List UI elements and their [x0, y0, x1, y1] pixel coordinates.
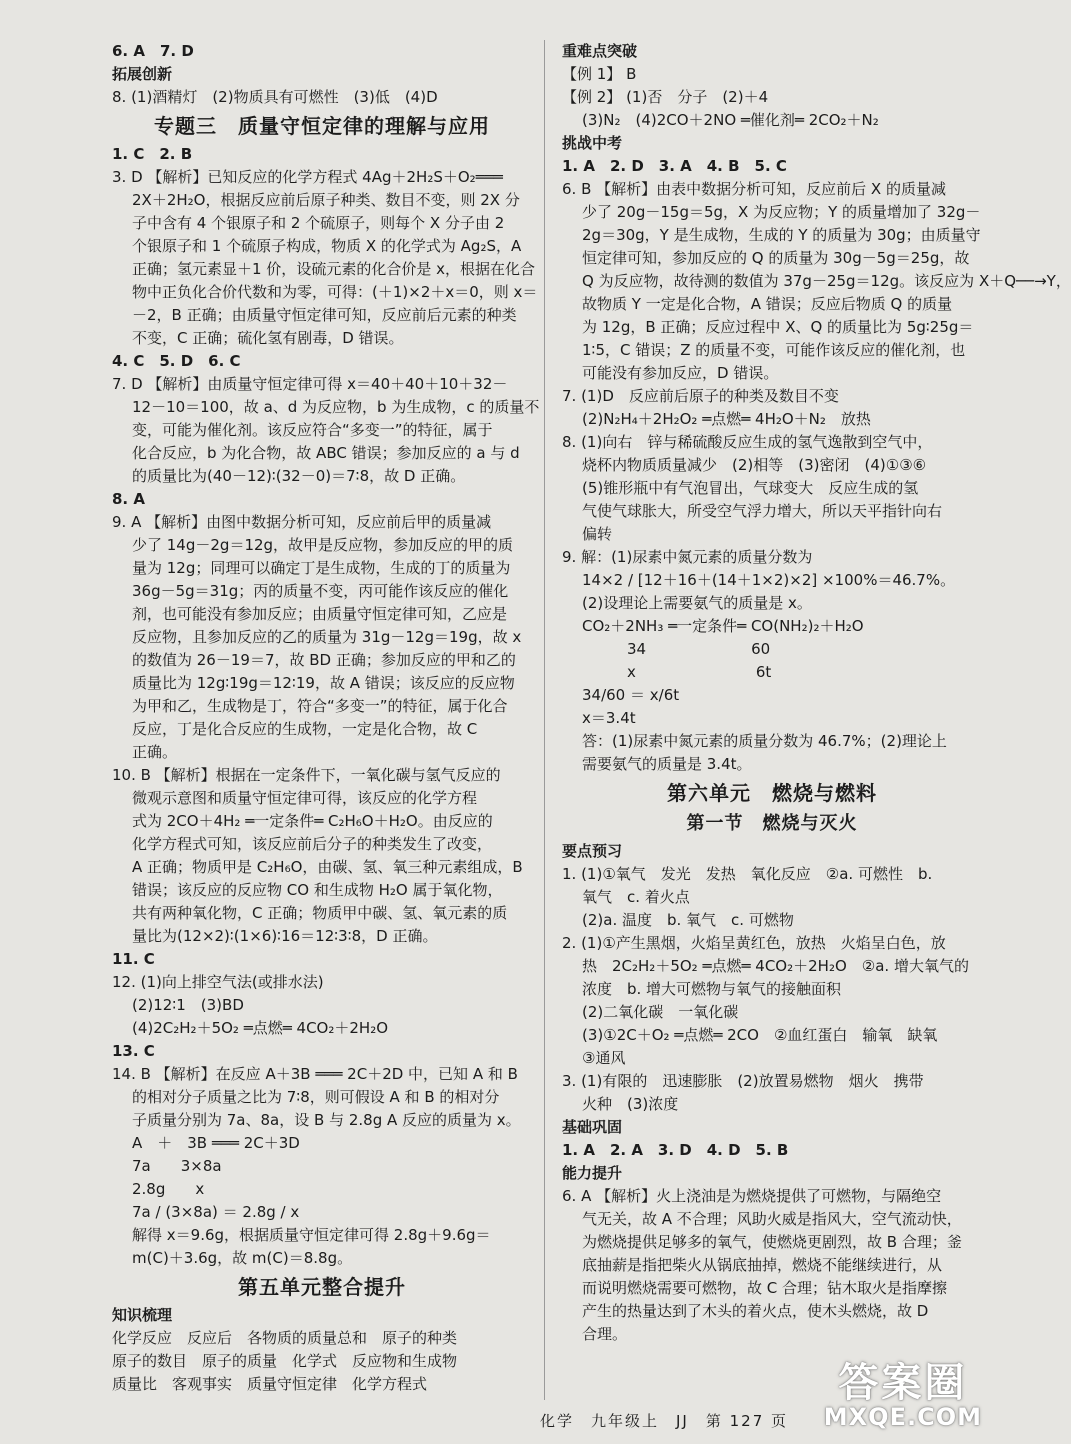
- right-column: [562, 40, 1071, 1346]
- text-line: 化学反应 反应后 各物质的质量总和 原子的种类: [112, 1329, 458, 1347]
- text-line: (3)①2C＋O₂ ═点燃═ 2CO ②血红蛋白 输氧 缺氧: [582, 1026, 938, 1044]
- text-line: 能力提升: [562, 1164, 623, 1182]
- text-line: A 正确；物质甲是 C₂H₆O，由碳、氢、氧三种元素组成，B: [132, 858, 523, 876]
- text-line: 可能没有参加反应，D 错误。: [582, 364, 779, 382]
- text-line: 重难点突破: [562, 42, 638, 60]
- text-line: (2)12∶1 (3)BD: [132, 996, 244, 1014]
- text-line: 原子的数目 原子的质量 化学式 反应物和生成物: [112, 1352, 458, 1370]
- text-line: 1. A 2. D 3. A 4. B 5. C: [562, 157, 787, 175]
- text-line: 34/60 ＝ x/6t: [582, 686, 680, 704]
- text-line: 反应，丁是化合反应的生成物，一定是化合物，故 C: [132, 720, 478, 738]
- text-line: CO₂＋2NH₃ ═一定条件═ CO(NH₂)₂＋H₂O: [582, 617, 864, 635]
- text-line: 11. C: [112, 950, 155, 968]
- text-line: ③通风: [582, 1049, 626, 1067]
- text-line: 【例 2】 (1)否 分子 (2)＋4: [562, 88, 769, 106]
- text-line: 共有两种氧化物，C 正确；物质甲中碳、氢、氧元素的质: [132, 904, 508, 922]
- column-divider: [544, 40, 545, 1400]
- text-line: 质量比 客观事实 质量守恒定律 化学方程式: [112, 1375, 428, 1393]
- text-line: 烧杯内物质质量减少 (2)相等 (3)密闭 (4)①③⑥: [582, 456, 927, 474]
- text-line: 9. A 【解析】由图中数据分析可知，反应前后甲的质量减: [112, 513, 492, 531]
- text-line: 拓展创新: [112, 65, 173, 83]
- text-line: 答：(1)尿素中氮元素的质量分数为 46.7%；(2)理论上: [582, 732, 947, 750]
- text-line: (2)设理论上需要氨气的质量是 x。: [582, 594, 812, 612]
- text-line: (2)N₂H₄＋2H₂O₂ ═点燃═ 4H₂O＋N₂ 放热: [582, 410, 871, 428]
- section-heading: 第五单元整合提升: [238, 1275, 406, 1299]
- text-line: 6. A 7. D: [112, 42, 194, 60]
- watermark-title: 答案圈: [838, 1360, 968, 1406]
- text-line: 化合反应，b 为化合物，故 ABC 错误；参加反应的 a 与 d: [132, 444, 520, 462]
- text-line: 浓度 b. 增大可燃物与氧气的接触面积: [582, 980, 842, 998]
- text-line: 火种 (3)浓度: [582, 1095, 679, 1113]
- text-line: 式为 2CO＋4H₂ ═一定条件═ C₂H₆O＋H₂O。由反应的: [132, 812, 493, 830]
- text-line: 物中正负化合价代数和为零，可得：(＋1)×2＋x＝0，则 x＝: [132, 283, 538, 301]
- text-line: 为 12g，B 正确；反应过程中 X、Q 的质量比为 5g∶25g＝: [582, 318, 974, 336]
- text-line: 微观示意图和质量守恒定律可得，该反应的化学方程: [132, 789, 478, 807]
- text-line: 子质量分别为 7a、8a，设 B 与 2.8g A 反应的质量为 x。: [132, 1111, 521, 1129]
- text-line: 10. B 【解析】根据在一定条件下，一氧化碳与氢气反应的: [112, 766, 501, 784]
- text-line: 12. (1)向上排空气法(或排水法): [112, 973, 324, 991]
- watermark-logo: [823, 1360, 982, 1434]
- text-line: 正确；氢元素显＋1 价，设硫元素的化合价是 x，根据在化合: [132, 260, 535, 278]
- text-line: x 6t: [582, 663, 772, 681]
- text-line: 2. (1)①产生黑烟，火焰呈黄红色，放热 火焰呈白色，放: [562, 934, 946, 952]
- text-line: 要点预习: [562, 842, 623, 860]
- text-line: (2)二氧化碳 一氧化碳: [582, 1003, 739, 1021]
- text-line: 剂，也可能没有参加反应；由质量守恒定律可知，乙应是: [132, 605, 508, 623]
- text-line: (2)a. 温度 b. 氧气 c. 可燃物: [582, 911, 794, 929]
- watermark-url: MXQE.COM: [823, 1403, 982, 1431]
- text-line: 1. (1)①氧气 发光 发热 氧化反应 ②a. 可燃性 b.: [562, 865, 933, 883]
- text-line: 8. (1)酒精灯 (2)物质具有可燃性 (3)低 (4)D: [112, 88, 438, 106]
- text-line: 少了 14g－2g＝12g，故甲是反应物，参加反应的甲的质: [132, 536, 514, 554]
- text-line: 不变，C 正确；硫化氢有剧毒，D 错误。: [132, 329, 404, 347]
- page-footer: 化学 九年级上 JJ 第 127 页: [540, 1412, 789, 1430]
- text-line: －2，B 正确；由质量守恒定律可知，反应前后元素的种类: [132, 306, 517, 324]
- text-line: m(C)＋3.6g，故 m(C)＝8.8g。: [132, 1249, 353, 1267]
- text-line: 的质量比为(40－12)∶(32－0)＝7∶8，故 D 正确。: [132, 467, 466, 485]
- text-line: 基础巩固: [562, 1118, 623, 1136]
- text-line: 底抽薪是指把柴火从锅底抽掉，燃烧不能继续进行，从: [582, 1256, 943, 1274]
- text-line: 2X＋2H₂O，根据反应前后原子种类、数目不变，则 2X 分: [132, 191, 520, 209]
- text-line: 14×2 / [12＋16＋(14＋1×2)×2] ×100%＝46.7%。: [582, 571, 956, 589]
- text-line: (5)锥形瓶中有气泡冒出，气球变大 反应生成的氢: [582, 479, 919, 497]
- text-line: 9. 解：(1)尿素中氮元素的质量分数为: [562, 548, 813, 566]
- text-line: 故物质 Y 一定是化合物，A 错误；反应后物质 Q 的质量: [582, 295, 953, 313]
- text-line: 为燃烧提供足够多的氧气，使燃烧更剧烈，故 B 合理；釜: [582, 1233, 962, 1251]
- text-line: 偏转: [582, 525, 613, 543]
- text-line: 3. (1)有限的 迅速膨胀 (2)放置易燃物 烟火 携带: [562, 1072, 924, 1090]
- text-line: 合理。: [582, 1325, 628, 1343]
- text-line: 2.8g x: [132, 1180, 205, 1198]
- text-line: 热 2C₂H₂＋5O₂ ═点燃═ 4CO₂＋2H₂O ②a. 增大氧气的: [582, 957, 969, 975]
- text-line: 【例 1】 B: [562, 65, 637, 83]
- left-column: [112, 40, 540, 1396]
- text-line: 解得 x＝9.6g，根据质量守恒定律可得 2.8g＋9.6g＝: [132, 1226, 491, 1244]
- section-heading: 专题三 质量守恒定律的理解与应用: [154, 114, 490, 138]
- text-line: 1∶5，C 错误；Z 的质量不变，可能作该反应的催化剂，也: [582, 341, 966, 359]
- text-line: 14. B 【解析】在反应 A＋3B ═══ 2C＋2D 中，已知 A 和 B: [112, 1065, 518, 1083]
- text-line: 6. A 【解析】火上浇油是为燃烧提供了可燃物，与隔绝空: [562, 1187, 942, 1205]
- text-line: 34 60: [582, 640, 771, 658]
- text-line: 7. (1)D 反应前后原子的种类及数目不变: [562, 387, 839, 405]
- text-line: 需要氨气的质量是 3.4t。: [582, 755, 752, 773]
- text-line: (3)N₂ (4)2CO＋2NO ═催化剂═ 2CO₂＋N₂: [582, 111, 879, 129]
- text-line: 气无关，故 A 不合理；风助火威是指风大，空气流动快，: [582, 1210, 962, 1228]
- section-heading: 第六单元 燃烧与燃料: [667, 781, 877, 805]
- text-line: (4)2C₂H₂＋5O₂ ═点燃═ 4CO₂＋2H₂O: [132, 1019, 389, 1037]
- section-heading: 第一节 燃烧与灭火: [686, 813, 858, 834]
- text-line: 7a 3×8a: [132, 1157, 222, 1175]
- text-line: 6. B 【解析】由表中数据分析可知，反应前后 X 的质量减: [562, 180, 946, 198]
- text-line: 7. D 【解析】由质量守恒定律可得 x＝40＋40＋10＋32－: [112, 375, 508, 393]
- text-line: 挑战中考: [562, 134, 623, 152]
- text-line: 正确。: [132, 743, 178, 761]
- text-line: 13. C: [112, 1042, 155, 1060]
- text-line: 气使气球胀大，所受空气浮力增大，所以天平指针向右: [582, 502, 943, 520]
- text-line: 8. (1)向右 锌与稀硫酸反应生成的氢气逸散到空气中，: [562, 433, 933, 451]
- text-line: 的数值为 26－19＝7，故 BD 正确；参加反应的甲和乙的: [132, 651, 516, 669]
- text-line: Q 为反应物，故待测的数值为 37g－25g＝12g。该反应为 X＋Q──→Y，: [582, 272, 1071, 290]
- text-line: 错误；该反应的反应物 CO 和生成物 H₂O 属于氧化物，: [132, 881, 503, 899]
- text-line: 氧气 c. 着火点: [582, 888, 690, 906]
- text-line: 而说明燃烧需要可燃物，故 C 合理；钻木取火是指摩擦: [582, 1279, 948, 1297]
- text-line: 质量比为 12g∶19g＝12∶19，故 A 错误；该反应的反应物: [132, 674, 515, 692]
- text-line: 12－10＝100，故 a、d 为反应物，b 为生成物，c 的质量不: [132, 398, 540, 416]
- text-line: 36g－5g＝31g；丙的质量不变，丙可能作该反应的催化: [132, 582, 509, 600]
- text-line: 化学方程式可知，该反应前后分子的种类发生了改变，: [132, 835, 493, 853]
- text-line: x＝3.4t: [582, 709, 636, 727]
- text-line: 7a / (3×8a) ＝ 2.8g / x: [132, 1203, 300, 1221]
- text-line: 少了 20g－15g＝5g，X 为反应物；Y 的质量增加了 32g－: [582, 203, 981, 221]
- text-line: 恒定律可知，参加反应的 Q 的质量为 30g－5g＝25g，故: [582, 249, 970, 267]
- text-line: 1. C 2. B: [112, 145, 193, 163]
- text-line: 反应物，且参加反应的乙的质量为 31g－12g＝19g，故 x: [132, 628, 522, 646]
- text-line: 产生的热量达到了木头的着火点，使木头燃烧，故 D: [582, 1302, 929, 1320]
- text-line: 1. A 2. A 3. D 4. D 5. B: [562, 1141, 789, 1159]
- text-line: 的相对分子质量之比为 7∶8，则可假设 A 和 B 的相对分: [132, 1088, 500, 1106]
- text-line: 3. D 【解析】已知反应的化学方程式 4Ag＋2H₂S＋O₂═══: [112, 168, 503, 186]
- text-line: 8. A: [112, 490, 145, 508]
- text-line: A ＋ 3B ═══ 2C＋3D: [132, 1134, 300, 1152]
- text-line: 4. C 5. D 6. C: [112, 352, 241, 370]
- text-line: 量比为(12×2)∶(1×6)∶16＝12∶3∶8，D 正确。: [132, 927, 438, 945]
- text-line: 变，可能为催化剂。该反应符合“多变一”的特征，属于: [132, 421, 493, 439]
- text-line: 知识梳理: [112, 1306, 173, 1324]
- text-line: 量为 12g；同理可以确定丁是生成物，生成的丁的质量为: [132, 559, 511, 577]
- text-line: 个银原子和 1 个硫原子构成，物质 X 的化学式为 Ag₂S，A: [132, 237, 522, 255]
- text-line: 为甲和乙，生成物是丁，符合“多变一”的特征，属于化合: [132, 697, 508, 715]
- text-line: 2g＝30g，Y 是生成物，生成的 Y 的质量为 30g；由质量守: [582, 226, 981, 244]
- text-line: 子中含有 4 个银原子和 2 个硫原子，则每个 X 分子由 2: [132, 214, 505, 232]
